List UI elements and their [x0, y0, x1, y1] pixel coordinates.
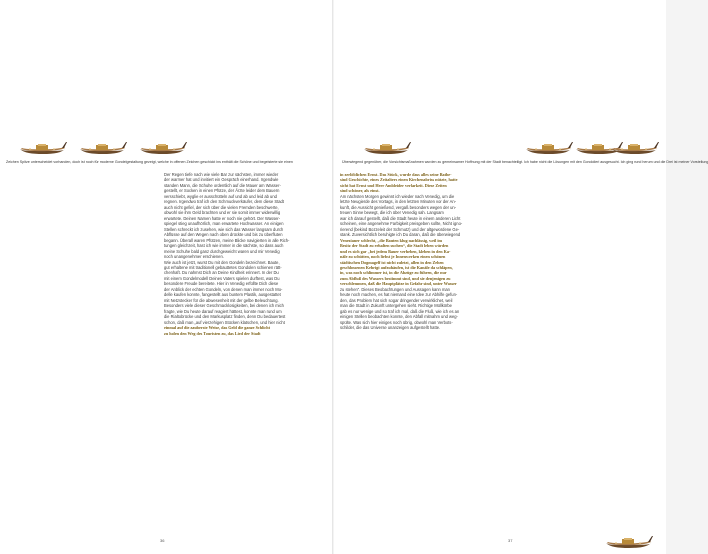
highlighted-quote-line: sind Geschichte, eines Zeitalters einen Kirchenabriss nützte, hatte: [340, 177, 458, 183]
body-text-line: Am nächsten Morgen gewinnt ich wieder nach Venedig, um die: [340, 193, 455, 199]
body-text-line: stank. Zuversichtlich beruhigte ich Du daran, daß die überwiegend: [340, 232, 461, 238]
body-text-line: rierend (bekind Bozzeleit der Schmutz) und der altgewordene Ge-: [340, 226, 460, 232]
text-column: [340, 172, 492, 331]
body-text-line: regnen. Irgendwo traf ich den Schmuckverkäufer, dem diese Stadt: [164, 199, 284, 205]
body-text-line: Besonders viele dieser Geschmacklosigkeiten, bei denen ich mich: [164, 303, 284, 309]
gondola-image: [610, 138, 660, 160]
body-text-line: Abflüsse auf den Wegen nach oben drückte und bis zu überfluten: [164, 232, 283, 238]
highlighted-quote-line: sicht hat Ernst und Herr Ambleider verlarkeit. Diese Zeiten: [340, 182, 447, 188]
highlighted-quote-line: Besitz der Stadt zu erhalten suchen“, die Stadt leben würden: [340, 243, 449, 249]
body-text-line: man die Stadt in Zukunft untergehen sieht. Richtige Müllkörbe: [340, 303, 452, 309]
body-text-line: scheinen, eine angenehme Farbigkeit preisgeben sollte, Nicht igno-: [340, 221, 463, 227]
highlighted-quote-line: näle zu schütten, noch liebst je Innenwerken einen schönen: [340, 254, 446, 260]
gondola-image: [604, 532, 654, 554]
body-text-line: Der Regen tiefe nach wie viele Bar zur sächsten, immer wieder: [164, 172, 279, 177]
page-number: 37: [508, 538, 513, 543]
body-text-line: spiegel stieg unaufhörlich, man erwartete Hochwasser. An einigen: [164, 221, 284, 227]
body-text-line: heute noch machen, es hat niemand eine Idee zur Abhilfe gefun-: [340, 292, 458, 298]
highlighted-quote-line: städtischen Dogmagelf ist nicht zuletzt, allen in den Zehen: [340, 259, 444, 265]
body-text-line: einigen Stellen beobachten konnte, den Abfall mitnahm und weg-: [340, 314, 458, 320]
highlighted-quote-line: in, was noch schlimmer ist, in die Abzüge zu führen, die nur: [340, 270, 447, 276]
body-text-line: erwartete. Deinen Namen hatte er noch nie gehört. Der Wasser-: [164, 215, 281, 221]
highlighted-quote-line: verschlemmen, daß die Hauptplätze in Gefahr sind, unter Wasser: [340, 281, 457, 287]
body-text-line: chenhaft. Du nahmst Dich an Deine Kindheit erinnert. In der Du: [164, 270, 279, 276]
body-text-line: gab es nur wenige und so traf ich mal, daß die Fluß, wie ich es an: [340, 308, 460, 314]
body-text-line: die Rialtobrücke und den Markusplatz finden, denn Du bedauertest: [164, 314, 286, 320]
gondola-image: [138, 138, 188, 160]
body-text-line: kunft, die Aussicht genießend, vergaß besonders wegen der un-: [340, 204, 457, 210]
highlighted-quote-line: in zerlöblichen Ernst. Das Stück, wurde dass alles seine Bathe-: [340, 172, 452, 177]
body-text-line: begann. Überall waren Pfützen, meine Blicke navigierten in alle Rich-: [164, 237, 290, 243]
body-text-line: meine Schuhe bald ganz durchgeweicht waren und mir Venedig: [164, 248, 280, 254]
text-column: [164, 172, 316, 336]
right-page: [334, 0, 708, 554]
highlighted-quote-line: einmal auf die zauberste Weise, das Geld die ganze Schlicht: [164, 325, 271, 331]
highlighted-quote-line: zum Abfluß des Wassers bestimmt sind, und sie denjenigen zu: [340, 275, 451, 281]
highlighted-quote-line: und es sich gar „bei jedem Bauer verheben, kleben in den Ka-: [340, 248, 451, 254]
body-text-line: delle kaufen konnte, fangestellt aus buntem Plastik, ausgestattet: [164, 292, 281, 298]
body-text-line: auch nicht gefiel, der sich über die vielen Fremden beschwerte,: [164, 204, 279, 210]
body-text-line: besondere Freude bereitete. Hier in Venedig erfüllte Dich diese: [164, 281, 279, 287]
body-text-line: tungen gleichzeit, hast ich wie immer in die sächste, so dass auch: [164, 243, 284, 249]
body-text-line: spülte. Was sich hier einiges noch übrig, obwohl man Verbots-: [340, 319, 453, 325]
body-text-line: war ich darauf gestellt, daß die Stadt heute in einem anderen Licht: [340, 215, 461, 221]
body-text-line: mit einem Gondelmodell Deines Vaters spielen durftest, was Du: [164, 275, 280, 281]
caption-strip: Zeichen Spitze unterscheidet vorhanden, doch ist noch für moderne Gondelgestaltung gezeigt, welche in offenen Zeichen geschickt ins enthält die Schöne und begeisterte sie einen: [6, 160, 293, 164]
body-text-line: treuen Sinne bewegt, die ich über Venedig sah. Langsam: [340, 210, 444, 216]
body-text-line: mit Netzstecker für die abwesenheit mit der gelbe Beleuchtung.: [164, 297, 279, 303]
body-text-line: schon, daß man „auf vierzehigen Stücken klatschen, und hier nicht: [164, 319, 285, 325]
body-text-line: versschiebt, wyglie er ausschütteln auf und ab und leid ab und: [164, 193, 277, 199]
body-text-line: gut erhaltene mit traditionell gebauttetes Gondolen schienen rätt-: [164, 264, 282, 270]
page-number: 36: [160, 538, 165, 543]
highlighted-quote-line: zu holen den Weg des Touristen zu, das Lied der Stadt: [164, 330, 261, 336]
body-text-line: gestellt, er Socken in einen Pfütze, der Ärzte leider dem Bauern: [164, 188, 280, 194]
highlighted-quote-line: Venezianer schlecht, „die Bauten klug nachlässig, weil im: [340, 237, 443, 243]
body-text-line: der warmer hat und invitiert ein Gespräch einerhand. Irgendwie: [164, 177, 279, 183]
body-text-line: Wie auch ist jetzt, wurst Du mit den Gondeln bezeichnet. Baute,: [164, 259, 280, 265]
body-text-line: Stellen schreckt ich zusehen, wie sich das Wasser langsam durch: [164, 226, 284, 232]
gondola-image: [524, 138, 574, 160]
gondola-image: [18, 138, 68, 160]
gondola-image: [78, 138, 128, 160]
left-page: [0, 0, 333, 554]
caption-strip: Überwiegend gegenüber, die Vorsichtsmaßnahmen wurden zu gemeinsamer Hoffnung mit der Stadt benachteiligt. Ich habe nicht die Lösungen mit den Gondolieri ausgesucht. Ich ging rund herum und die Drei ist meiner Vorstellung: [342, 160, 708, 164]
highlighted-quote-line: sind schöner, als einst.: [340, 188, 380, 194]
body-text-line: noch unangenehmer erschienen.: [164, 254, 224, 260]
body-text-line: letzte Neugierde des Vortags, in den letzten Minuten vor der An-: [340, 199, 457, 205]
highlighted-quote-line: geschlossenen Kehrigt aufzuhäufen, ist die Kanäle da schläpen,: [340, 264, 453, 270]
body-text-line: zu stehen“. Dieses Beobachtungen und Aussagen kann man: [340, 286, 450, 292]
gondola-image: [362, 138, 412, 160]
body-text-line: standen Mann, die Schuhe ordentlich auf die Mauer am Wasser-: [164, 182, 281, 188]
body-text-line: der Anblick der echten Gondeln, von denen man immer noch Mo-: [164, 286, 283, 292]
body-text-line: den, das Problem hat sich sogar dringender verwirklichet, weil: [340, 297, 453, 303]
body-text-line: fragte, wie Du heute darauf reagiert hättest, konnte man rund um: [164, 308, 282, 314]
body-text-line: obwohl sie ihm Geld brachten und er sie somit immer widerwillig: [164, 210, 281, 216]
body-text-line: schilder, die das Universe unanzeigen aufgestellt hatte.: [340, 325, 441, 331]
